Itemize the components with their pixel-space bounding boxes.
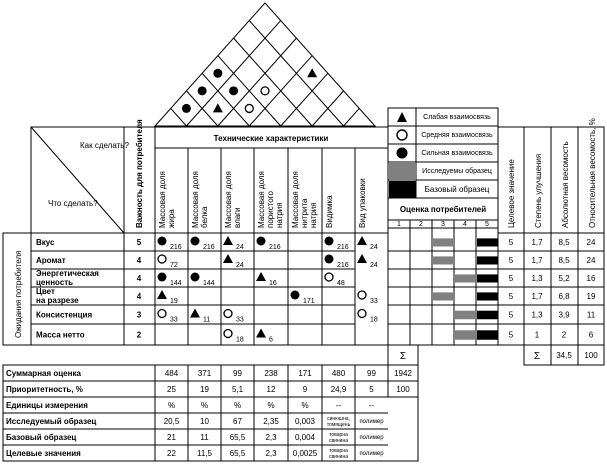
roof-strong-relation-icon <box>229 86 238 95</box>
sigma-weight-sign: Σ <box>533 351 541 362</box>
base-sample-swatch <box>389 181 416 198</box>
bottom-cell: -- <box>335 401 342 410</box>
requirement-importance: 4 <box>136 292 142 301</box>
requirement-name: Консистенция <box>36 310 93 320</box>
matrix-score: 72 <box>170 262 178 269</box>
requirement-abs-weight: 6,8 <box>558 292 570 301</box>
requirement-abs-weight: 2 <box>561 330 567 340</box>
bottom-cell: 2,3 <box>265 449 277 458</box>
matrix-medium-relation-icon <box>158 255 166 263</box>
matrix-score: 24 <box>236 244 244 251</box>
matrix-strong-relation-icon <box>158 273 167 282</box>
bottom-cell: товарна <box>329 448 348 454</box>
requirement-improvement: 1,7 <box>531 292 543 301</box>
bottom-cell: 5 <box>369 385 374 394</box>
studied-rating-cell <box>433 256 454 264</box>
studied-rating-cell <box>455 274 476 282</box>
bottom-cell: томящень <box>326 422 351 428</box>
tech-char-label: Массовая доляжира <box>158 171 176 228</box>
requirement-name: Цвет <box>36 287 55 296</box>
matrix-score: 18 <box>370 316 378 324</box>
matrix-strong-relation-icon <box>191 237 200 246</box>
legend-studied: Исследуемы образец <box>422 168 492 175</box>
matrix-medium-relation-icon <box>358 291 366 299</box>
requirement-target: 5 <box>508 238 514 247</box>
matrix-score: 24 <box>370 262 378 269</box>
bottom-cell: 19 <box>200 385 209 394</box>
requirement-target: 5 <box>508 330 514 340</box>
requirement-abs-weight: 8,5 <box>558 238 570 247</box>
bottom-cell: % <box>267 401 275 410</box>
requirement-name: Энергетическая <box>36 269 99 278</box>
matrix-weak-relation-icon <box>157 290 167 299</box>
matrix-score: 216 <box>337 244 349 251</box>
bottom-cell: 371 <box>197 369 212 378</box>
matrix-score: 216 <box>269 244 281 251</box>
bottom-cell: 0,004 <box>294 433 316 442</box>
studied-rating-cell <box>455 330 476 339</box>
matrix-score: 216 <box>337 262 349 269</box>
roof-medium-relation-icon <box>245 104 253 112</box>
assessment-scale <box>397 221 489 228</box>
bottom-cell: % <box>167 401 176 410</box>
tech-characteristics <box>158 171 367 228</box>
bottom-cell: 0,003 <box>294 417 316 426</box>
bottom-cell: 5,1 <box>231 385 244 394</box>
base-rating-cell <box>477 330 498 339</box>
requirement-name: Аромат <box>36 256 66 265</box>
bottom-cell: 0,0025 <box>292 449 318 458</box>
matrix-weak-relation-icon <box>223 254 233 263</box>
matrix-medium-relation-icon <box>158 310 166 318</box>
bottom-cell: полимер <box>359 451 384 457</box>
roof-strong-relation-icon <box>182 104 191 113</box>
bottom-row-label: Единицы измерения <box>6 401 88 410</box>
bottom-row-label: Приоритетность, % <box>6 385 83 394</box>
matrix-weak-relation-icon <box>190 309 200 318</box>
relationship-matrix <box>157 236 378 344</box>
bottom-cell: 22 <box>167 449 176 458</box>
roof-weak-relation-icon <box>213 103 223 112</box>
bottom-cell: 24,9 <box>330 385 347 394</box>
requirement-importance: 4 <box>136 274 142 283</box>
matrix-strong-relation-icon <box>325 237 334 246</box>
legend-weak: Слабая взаимосвязь <box>423 114 491 121</box>
bottom-cell: синюшна, <box>327 416 350 422</box>
tech-char-label: Массовая доляпористогонатрия <box>257 171 284 228</box>
bottom-cell: 65,5 <box>229 449 246 458</box>
matrix-score: 11 <box>203 316 211 324</box>
matrix-score: 16 <box>269 280 277 287</box>
bottom-cell: 2,3 <box>265 433 277 442</box>
requirement-rel-weight: 11 <box>586 310 596 320</box>
what-label: Что сделать? <box>48 199 98 208</box>
requirement-importance: 2 <box>136 330 142 340</box>
tech-char-label: Массовая долявлаги <box>224 171 242 228</box>
abs-weight-header: Абсолютная весомость <box>561 141 570 228</box>
matrix-strong-relation-icon <box>291 291 300 300</box>
matrix-medium-relation-icon <box>224 330 232 338</box>
requirement-improvement: 1,3 <box>531 310 543 320</box>
base-rating-cell <box>477 274 498 282</box>
scale-number: 3 <box>441 221 445 228</box>
requirement-target: 5 <box>508 274 514 283</box>
requirement-name: ценность <box>36 278 74 287</box>
matrix-score: 18 <box>236 336 244 344</box>
base-rating-cell <box>477 238 498 246</box>
matrix-weak-relation-icon <box>357 236 367 245</box>
bottom-cell: 99 <box>233 369 242 378</box>
strong-relation-icon <box>397 148 408 159</box>
bottom-cell: полимер <box>359 435 384 441</box>
matrix-score: 144 <box>203 280 215 287</box>
bottom-cell: % <box>233 401 242 410</box>
scale-number: 4 <box>463 221 467 228</box>
bottom-cell: 21 <box>167 433 176 442</box>
bottom-cell: 11,5 <box>197 449 212 458</box>
requirement-rel-weight: 24 <box>586 238 596 247</box>
matrix-weak-relation-icon <box>357 254 367 263</box>
bottom-cell: 9 <box>302 385 308 394</box>
legend-medium: Средняя взаимосвязь <box>421 132 493 139</box>
requirement-target: 5 <box>508 256 514 265</box>
base-rating-cell <box>477 292 498 300</box>
matrix-score: 24 <box>236 262 244 269</box>
roof-weak-relation-icon <box>307 68 317 77</box>
bottom-row-label: Суммарная оценка <box>6 369 81 378</box>
matrix-strong-relation-icon <box>257 237 266 246</box>
right-headers <box>507 118 597 228</box>
base-rating-cell <box>477 311 498 320</box>
requirement-abs-weight: 5,2 <box>558 274 570 283</box>
legend-strong: Сильная взаимосвязь <box>421 150 493 157</box>
expectations-label: Ожидания потребителя <box>14 250 23 338</box>
requirement-importance: 3 <box>136 310 142 320</box>
matrix-weak-relation-icon <box>223 236 233 245</box>
scale-number: 5 <box>485 221 489 228</box>
matrix-medium-relation-icon <box>325 273 333 281</box>
tech-char-label: Массовая долянитританатрия <box>291 171 318 228</box>
requirement-improvement: 1 <box>534 330 540 340</box>
base-rating-cell <box>477 256 498 264</box>
matrix-medium-relation-icon <box>224 310 232 318</box>
matrix-strong-relation-icon <box>158 237 167 246</box>
matrix-score: 33 <box>370 298 378 305</box>
studied-sample-swatch <box>389 163 416 180</box>
matrix-score: 24 <box>370 244 378 251</box>
requirement-name: Вкус <box>36 238 55 247</box>
matrix-score: 6 <box>269 336 273 344</box>
weak-relation-icon <box>397 112 407 122</box>
bottom-cell: свинина <box>328 438 349 444</box>
bottom-cell: % <box>301 401 309 410</box>
legend <box>389 112 493 214</box>
bottom-cell: 65,5 <box>229 433 246 442</box>
bottom-row-total: 100 <box>396 385 410 394</box>
requirement-name: Масса нетто <box>36 330 85 340</box>
matrix-weak-relation-icon <box>256 329 266 338</box>
improvement-header: Степень улучшения <box>534 153 543 228</box>
rel-weight-header: Относительная весомость, % <box>588 118 597 228</box>
scale-number: 2 <box>419 221 423 228</box>
bottom-cell: 480 <box>331 369 346 378</box>
bottom-cell: 10 <box>200 417 209 426</box>
matrix-score: 216 <box>203 244 215 251</box>
medium-relation-icon <box>397 130 407 140</box>
matrix-score: 19 <box>170 298 178 305</box>
matrix-strong-relation-icon <box>325 255 334 264</box>
bottom-cell: 171 <box>298 369 312 378</box>
bottom-cell: 238 <box>264 369 278 378</box>
requirement-name: на разрезе <box>36 296 79 305</box>
requirement-improvement: 1,7 <box>531 238 543 247</box>
bottom-row-label: Целевые значения <box>6 449 81 458</box>
sum-abs-weight: 34,5 <box>556 351 572 360</box>
bottom-cell: % <box>200 401 209 410</box>
requirement-improvement: 1,7 <box>531 256 543 265</box>
matrix-score: 171 <box>303 298 315 305</box>
matrix-weak-relation-icon <box>256 272 266 281</box>
bottom-cell: 25 <box>167 385 176 394</box>
studied-rating-cell <box>433 238 454 246</box>
matrix-score: 144 <box>170 280 182 287</box>
requirement-importance: 5 <box>136 238 142 247</box>
bottom-row-total: 1942 <box>394 369 412 378</box>
importance-label: Важность для потребителя <box>135 119 144 228</box>
roof-strong-relation-icon <box>213 69 222 78</box>
roof-medium-relation-icon <box>261 87 269 95</box>
requirement-importance: 4 <box>136 256 142 265</box>
bottom-cell: 484 <box>164 369 179 378</box>
matrix-strong-relation-icon <box>191 273 200 282</box>
sigma-total-sign: Σ <box>399 351 407 362</box>
requirement-target: 5 <box>508 292 514 301</box>
bottom-cell: 12 <box>266 385 276 394</box>
target-header: Целевое значение <box>507 159 516 228</box>
studied-rating-cell <box>455 311 476 320</box>
assessment-title: Оценка потребителей <box>399 205 487 214</box>
roof-strong-relation-icon <box>198 86 207 95</box>
bottom-cell: 20,5 <box>163 417 180 426</box>
sum-rel-weight: 100 <box>584 351 598 360</box>
consumer-ratings <box>433 238 498 339</box>
bottom-cell: полимер <box>359 419 384 425</box>
tech-title: Технические характеристики <box>213 134 329 143</box>
requirement-abs-weight: 3,9 <box>558 310 570 320</box>
scale-number: 1 <box>397 221 401 228</box>
tech-char-label: Видимка <box>325 195 334 228</box>
matrix-score: 33 <box>236 316 244 324</box>
bottom-cell: 2,35 <box>263 417 279 426</box>
studied-rating-cell <box>433 292 454 300</box>
requirement-rel-weight: 6 <box>588 330 594 340</box>
how-label: Как сделать? <box>80 141 129 150</box>
requirement-rel-weight: 16 <box>586 274 596 283</box>
requirement-rel-weight: 24 <box>586 256 596 265</box>
bottom-cell: 99 <box>367 369 376 378</box>
bottom-cell: свинина <box>328 454 349 460</box>
requirement-rel-weight: 19 <box>586 292 596 301</box>
bottom-cell: -- <box>368 401 375 410</box>
bottom-cell: 11 <box>200 433 209 442</box>
legend-base: Базовый образец <box>424 185 490 194</box>
matrix-score: 33 <box>170 316 178 324</box>
bottom-cell: 67 <box>233 417 242 426</box>
bottom-row-label: Исследуемый образец <box>6 417 97 426</box>
matrix-medium-relation-icon <box>358 310 366 318</box>
requirement-target: 5 <box>508 310 514 320</box>
matrix-score: 216 <box>170 244 182 251</box>
tech-char-label: Вид упаковки <box>358 178 367 228</box>
roof-grid <box>171 21 360 126</box>
tech-char-label: Массовая долябелка <box>191 171 209 228</box>
bottom-row-label: Базовый образец <box>6 433 77 442</box>
matrix-score: 48 <box>337 280 345 287</box>
requirement-improvement: 1,3 <box>531 274 543 283</box>
bottom-table <box>6 369 412 460</box>
requirement-abs-weight: 8,5 <box>558 256 570 265</box>
bottom-cell: товарна <box>329 432 348 438</box>
